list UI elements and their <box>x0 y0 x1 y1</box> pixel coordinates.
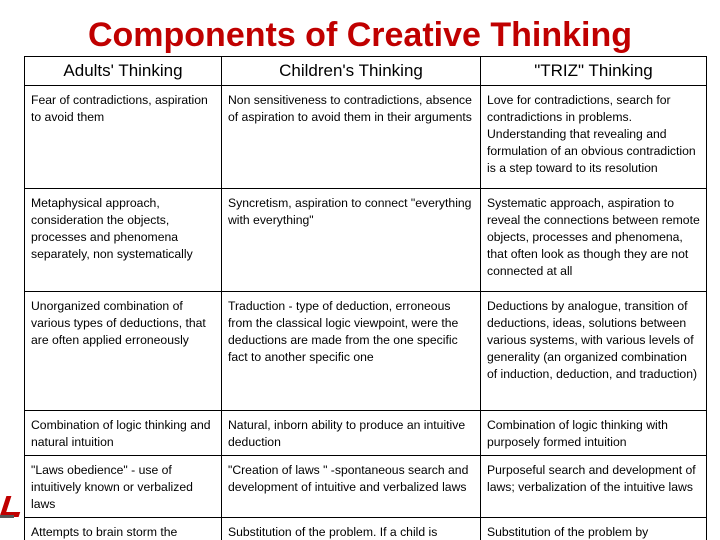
cell-children: Traduction - type of deduction, erroneous from the classical logic viewpoint, were the deductions are made from the one specific fact to another specific one <box>222 292 481 411</box>
components-table <box>24 56 707 540</box>
logo-caption-bar <box>0 515 14 518</box>
logo <box>0 494 22 524</box>
cell-adults: Attempts to brain storm the <box>25 518 222 540</box>
table-row <box>25 411 707 456</box>
cell-adults: Metaphysical approach, consideration the objects, processes and phenomena separately, non systematically <box>25 189 222 292</box>
logo-mark-icon <box>0 496 25 517</box>
cell-children: Natural, inborn ability to produce an intuitive deduction <box>222 411 481 456</box>
table-row <box>25 86 707 189</box>
table-row <box>25 189 707 292</box>
cell-adults: Unorganized combination of various types of deductions, that are often applied erroneously <box>25 292 222 411</box>
cell-triz: Purposeful search and development of laws; verbalization of the intuitive laws <box>481 456 707 518</box>
cell-triz: Substitution of the problem by <box>481 518 707 540</box>
page-title: Components of Creative Thinking <box>87 16 633 54</box>
table-row <box>25 456 707 518</box>
cell-children: Syncretism, aspiration to connect "everything with everything" <box>222 189 481 292</box>
cell-triz: Combination of logic thinking with purposely formed intuition <box>481 411 707 456</box>
table-row <box>25 292 707 411</box>
header-row <box>25 57 707 86</box>
cell-children: "Creation of laws " -spontaneous search and development of intuitive and verbalized laws <box>222 456 481 518</box>
cell-children: Non sensitiveness to contradictions, absence of aspiration to avoid them in their arguments <box>222 86 481 189</box>
header-triz-thinking: "TRIZ" Thinking <box>481 57 707 86</box>
cell-triz: Systematic approach, aspiration to reveal the connections between remote objects, processes and phenomena, that often look as though they are not connected at all <box>481 189 707 292</box>
cell-adults: "Laws obedience" - use of intuitively known or verbalized laws <box>25 456 222 518</box>
table-row <box>25 518 707 540</box>
cell-adults: Fear of contradictions, aspiration to avoid them <box>25 86 222 189</box>
cell-triz: Deductions by analogue, transition of deductions, ideas, solutions between various systems, with various levels of generality (an organized combination of induction, deduction, and traduction) <box>481 292 707 411</box>
cell-triz: Love for contradictions, search for contradictions in problems. Understanding that revealing and formulation of an obvious contradiction is a step toward to its resolution <box>481 86 707 189</box>
cell-children: Substitution of the problem. If a child is <box>222 518 481 540</box>
cell-adults: Combination of logic thinking and natural intuition <box>25 411 222 456</box>
header-childrens-thinking: Children's Thinking <box>222 57 481 86</box>
header-adults-thinking: Adults' Thinking <box>25 57 222 86</box>
